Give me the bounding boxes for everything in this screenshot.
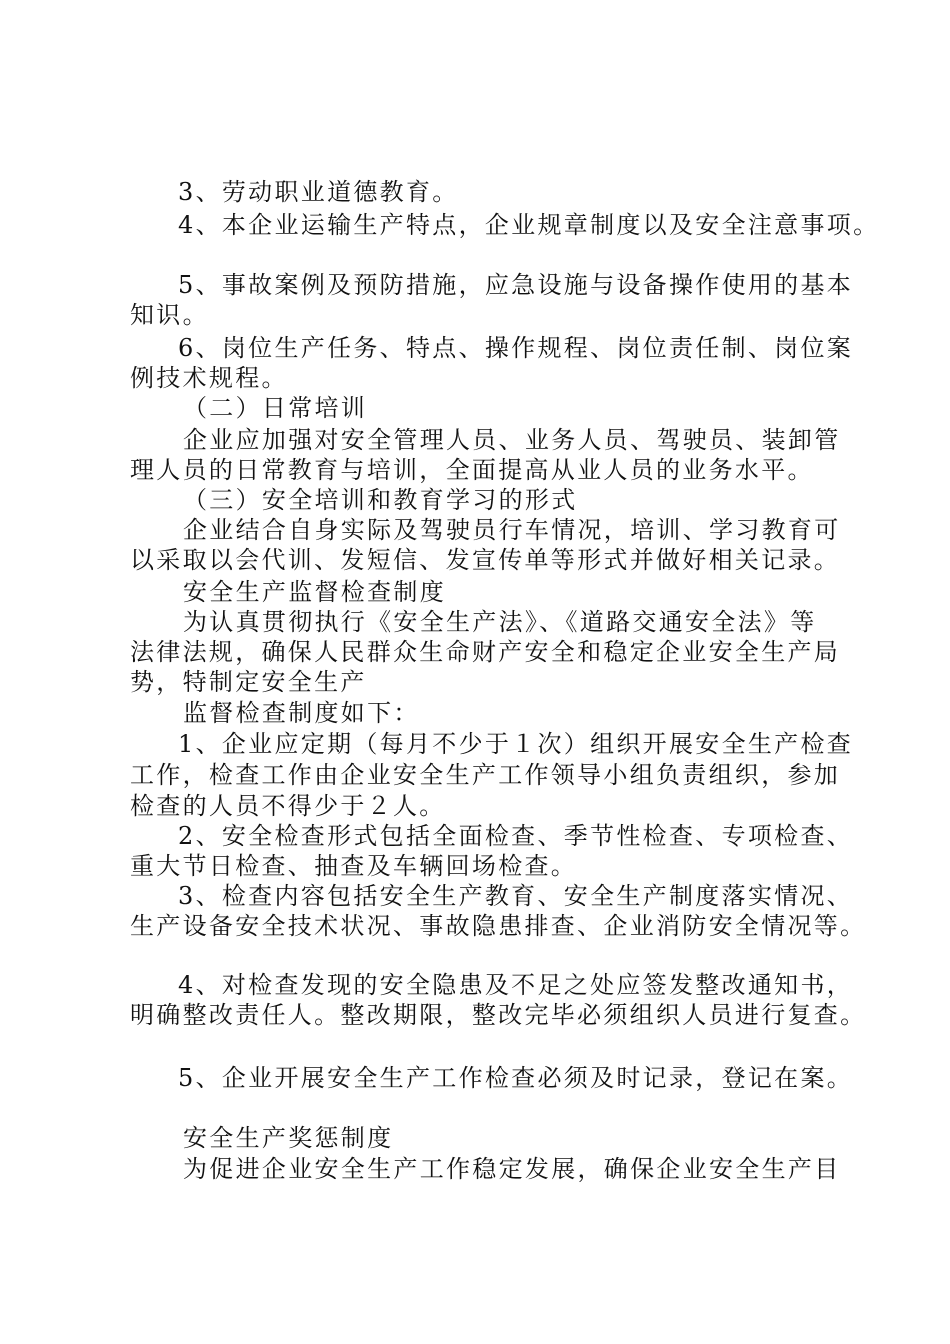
inspection-item-2: 2、安全检查形式包括全面检查、季节性检查、专项检查、 (178, 822, 854, 850)
paragraph-rewards-intro: 为促进企业安全生产工作稳定发展，确保企业安全生产目 (183, 1155, 841, 1183)
paragraph-training-forms: 企业结合自身实际及驾驶员行车情况，培训、学习教育可 (183, 516, 841, 544)
list-item-6-post-tasks: 6、岗位生产任务、特点、操作规程、岗位责任制、岗位案 (178, 334, 854, 362)
list-item-4-enterprise-characteristics: 4、本企业运输生产特点，企业规章制度以及安全注意事项。 (178, 211, 880, 239)
section-title-rewards-penalties: 安全生产奖惩制度 (183, 1124, 394, 1152)
inspection-item-2-line2: 重大节日检查、抽查及车辆回场检查。 (130, 852, 578, 880)
inspection-item-5: 5、企业开展安全生产工作检查必须及时记录，登记在案。 (178, 1064, 854, 1092)
paragraph-supervision-intro: 为认真贯彻执行《安全生产法》、《道路交通安全法》等 (183, 608, 817, 636)
paragraph-supervision-intro-line2: 法律法规，确保人民群众生命财产安全和稳定企业安全生产局 (130, 638, 841, 666)
list-item-5-continuation: 知识。 (130, 301, 209, 329)
inspection-item-3: 3、检查内容包括安全生产教育、安全生产制度落实情况、 (178, 882, 854, 910)
inspection-item-4: 4、对检查发现的安全隐患及不足之处应签发整改通知书， (178, 971, 854, 999)
inspection-item-3-line2: 生产设备安全技术状况、事故隐患排查、企业消防安全情况等。 (130, 912, 867, 940)
paragraph-supervision-system-follows: 监督检查制度如下： (183, 699, 420, 727)
list-item-3-labor-ethics: 3、劳动职业道德教育。 (178, 178, 459, 206)
list-item-6-continuation: 例技术规程。 (130, 364, 288, 392)
paragraph-daily-training: 企业应加强对安全管理人员、业务人员、驾驶员、装卸管 (183, 426, 841, 454)
inspection-item-1: 1、企业应定期（每月不少于１次）组织开展安全生产检查 (178, 730, 854, 758)
list-item-5-accident-cases: 5、事故案例及预防措施，应急设施与设备操作使用的基本 (178, 271, 854, 299)
section-heading-training-forms: （三）安全培训和教育学习的形式 (183, 486, 578, 514)
paragraph-daily-training-continuation: 理人员的日常教育与培训，全面提高从业人员的业务水平。 (130, 456, 814, 484)
section-heading-daily-training: （二）日常培训 (183, 394, 368, 422)
paragraph-training-forms-continuation: 以采取以会代训、发短信、发宣传单等形式并做好相关记录。 (130, 546, 841, 574)
inspection-item-1-line2: 工作，检查工作由企业安全生产工作领导小组负责组织，参加 (130, 761, 841, 789)
inspection-item-4-line2: 明确整改责任人。整改期限，整改完毕必须组织人员进行复查。 (130, 1001, 867, 1029)
inspection-item-1-line3: 检查的人员不得少于２人。 (130, 792, 446, 820)
section-title-supervision-inspection: 安全生产监督检查制度 (183, 578, 446, 606)
paragraph-supervision-intro-line3: 势，特制定安全生产 (130, 668, 367, 696)
